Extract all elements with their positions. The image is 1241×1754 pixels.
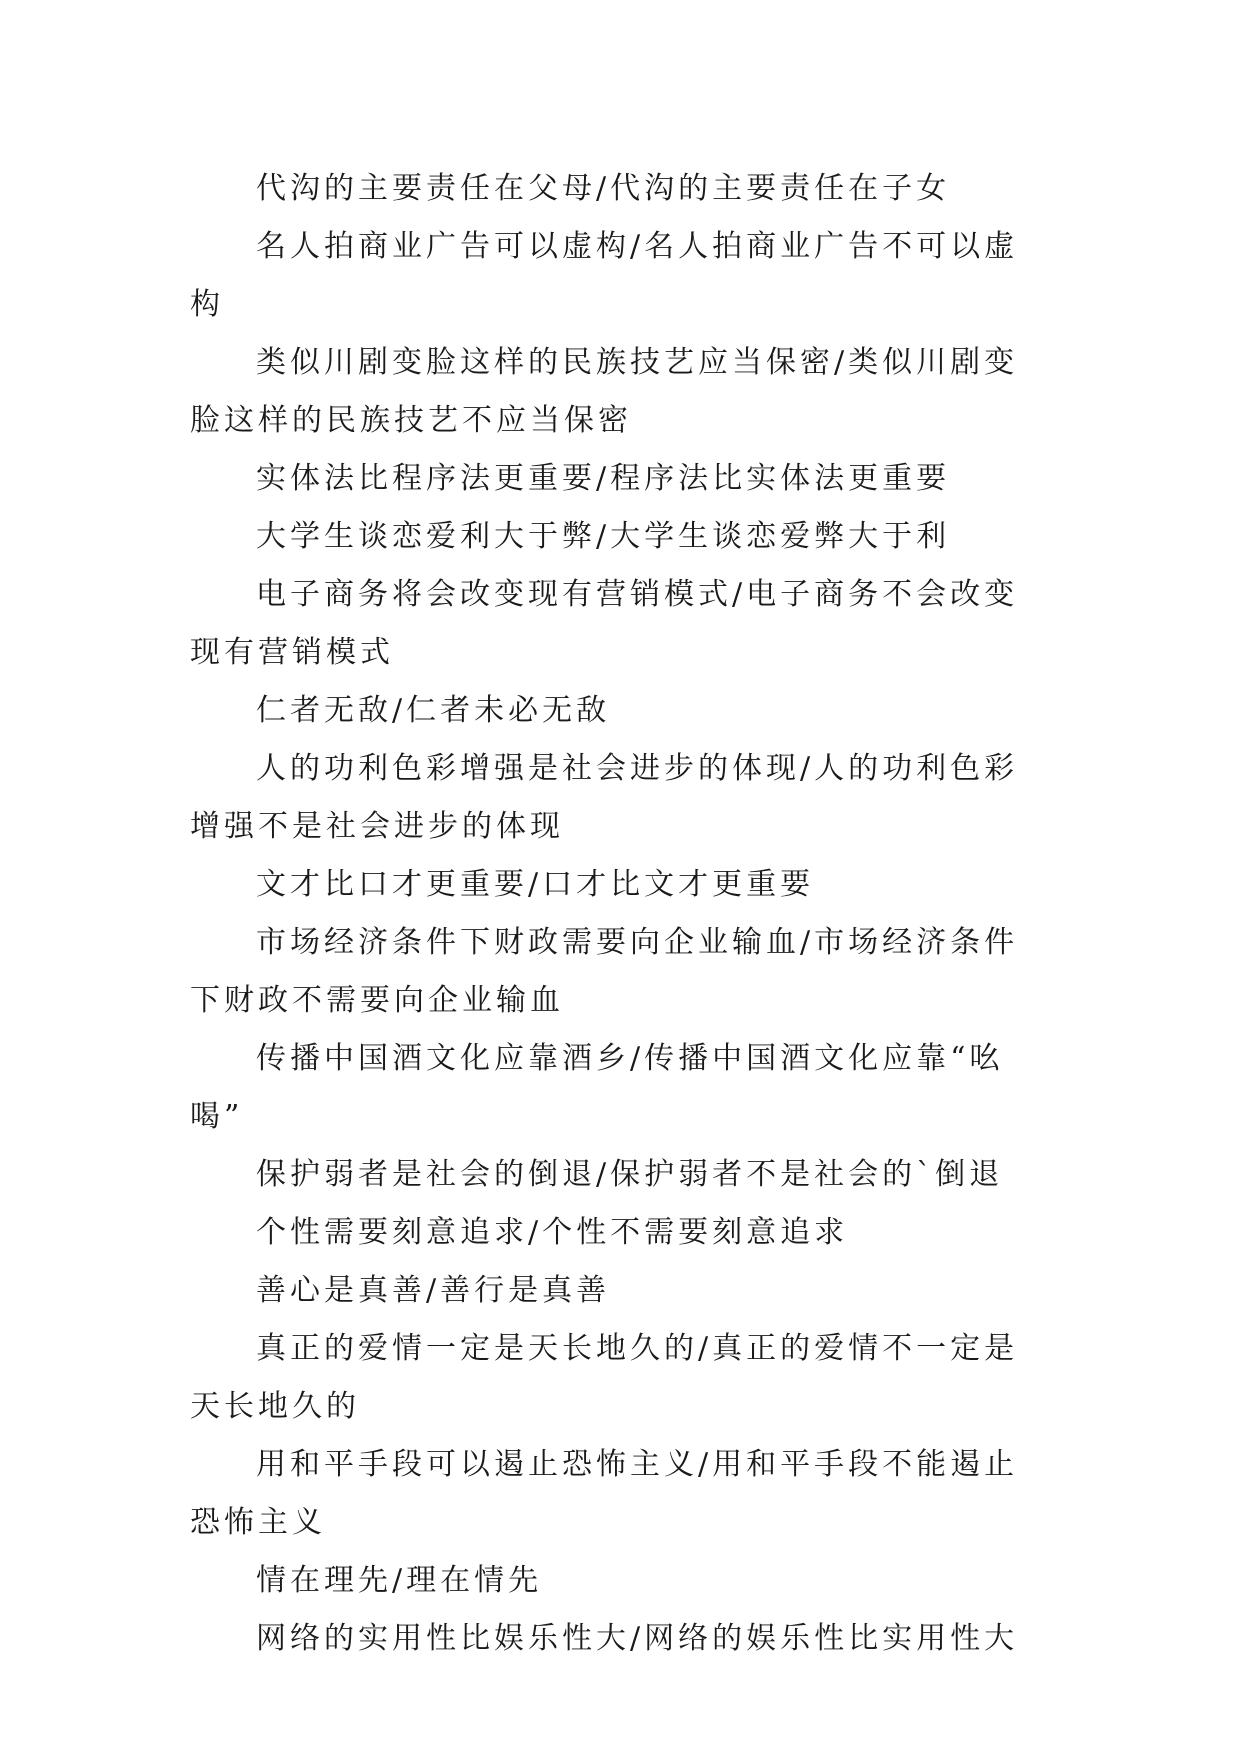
debate-topic-paragraph: 善心是真善/善行是真善	[256, 1273, 611, 1308]
debate-topic-paragraph: 市场经济条件下财政需要向企业输血/市场经济条件下财政不需要向企业输血	[190, 925, 1019, 1018]
debate-topic-paragraph: 情在理先/理在情先	[256, 1563, 543, 1598]
debate-topic-paragraph: 类似川剧变脸这样的民族技艺应当保密/类似川剧变脸这样的民族技艺不应当保密	[190, 345, 1019, 438]
debate-topic-paragraph: 名人拍商业广告可以虚构/名人拍商业广告不可以虚构	[190, 229, 1019, 322]
debate-topic-paragraph: 传播中国酒文化应靠酒乡/传播中国酒文化应靠“吆喝”	[190, 1041, 1004, 1134]
debate-topic-paragraph: 人的功利色彩增强是社会进步的体现/人的功利色彩增强不是社会进步的体现	[190, 751, 1019, 844]
debate-topic-paragraph: 真正的爱情一定是天长地久的/真正的爱情不一定是天长地久的	[190, 1331, 1019, 1424]
debate-topic-paragraph: 实体法比程序法更重要/程序法比实体法更重要	[256, 461, 951, 496]
debate-topic-paragraph: 文才比口才更重要/口才比文才更重要	[256, 867, 815, 902]
debate-topic-paragraph: 电子商务将会改变现有营销模式/电子商务不会改变现有营销模式	[190, 577, 1019, 670]
debate-topic-paragraph: 用和平手段可以遏止恐怖主义/用和平手段不能遏止恐怖主义	[190, 1447, 1019, 1540]
debate-topic-paragraph: 保护弱者是社会的倒退/保护弱者不是社会的`倒退	[256, 1157, 1004, 1192]
document-body	[190, 160, 1050, 1668]
debate-topic-paragraph: 仁者无敌/仁者未必无敌	[256, 693, 611, 728]
debate-topic-paragraph: 个性需要刻意追求/个性不需要刻意追求	[256, 1215, 849, 1250]
debate-topic-paragraph: 代沟的主要责任在父母/代沟的主要责任在子女	[256, 171, 951, 206]
debate-topic-paragraph: 大学生谈恋爱利大于弊/大学生谈恋爱弊大于利	[256, 519, 951, 554]
debate-topic-paragraph: 网络的实用性比娱乐性大/网络的娱乐性比实用性大	[256, 1621, 1019, 1656]
